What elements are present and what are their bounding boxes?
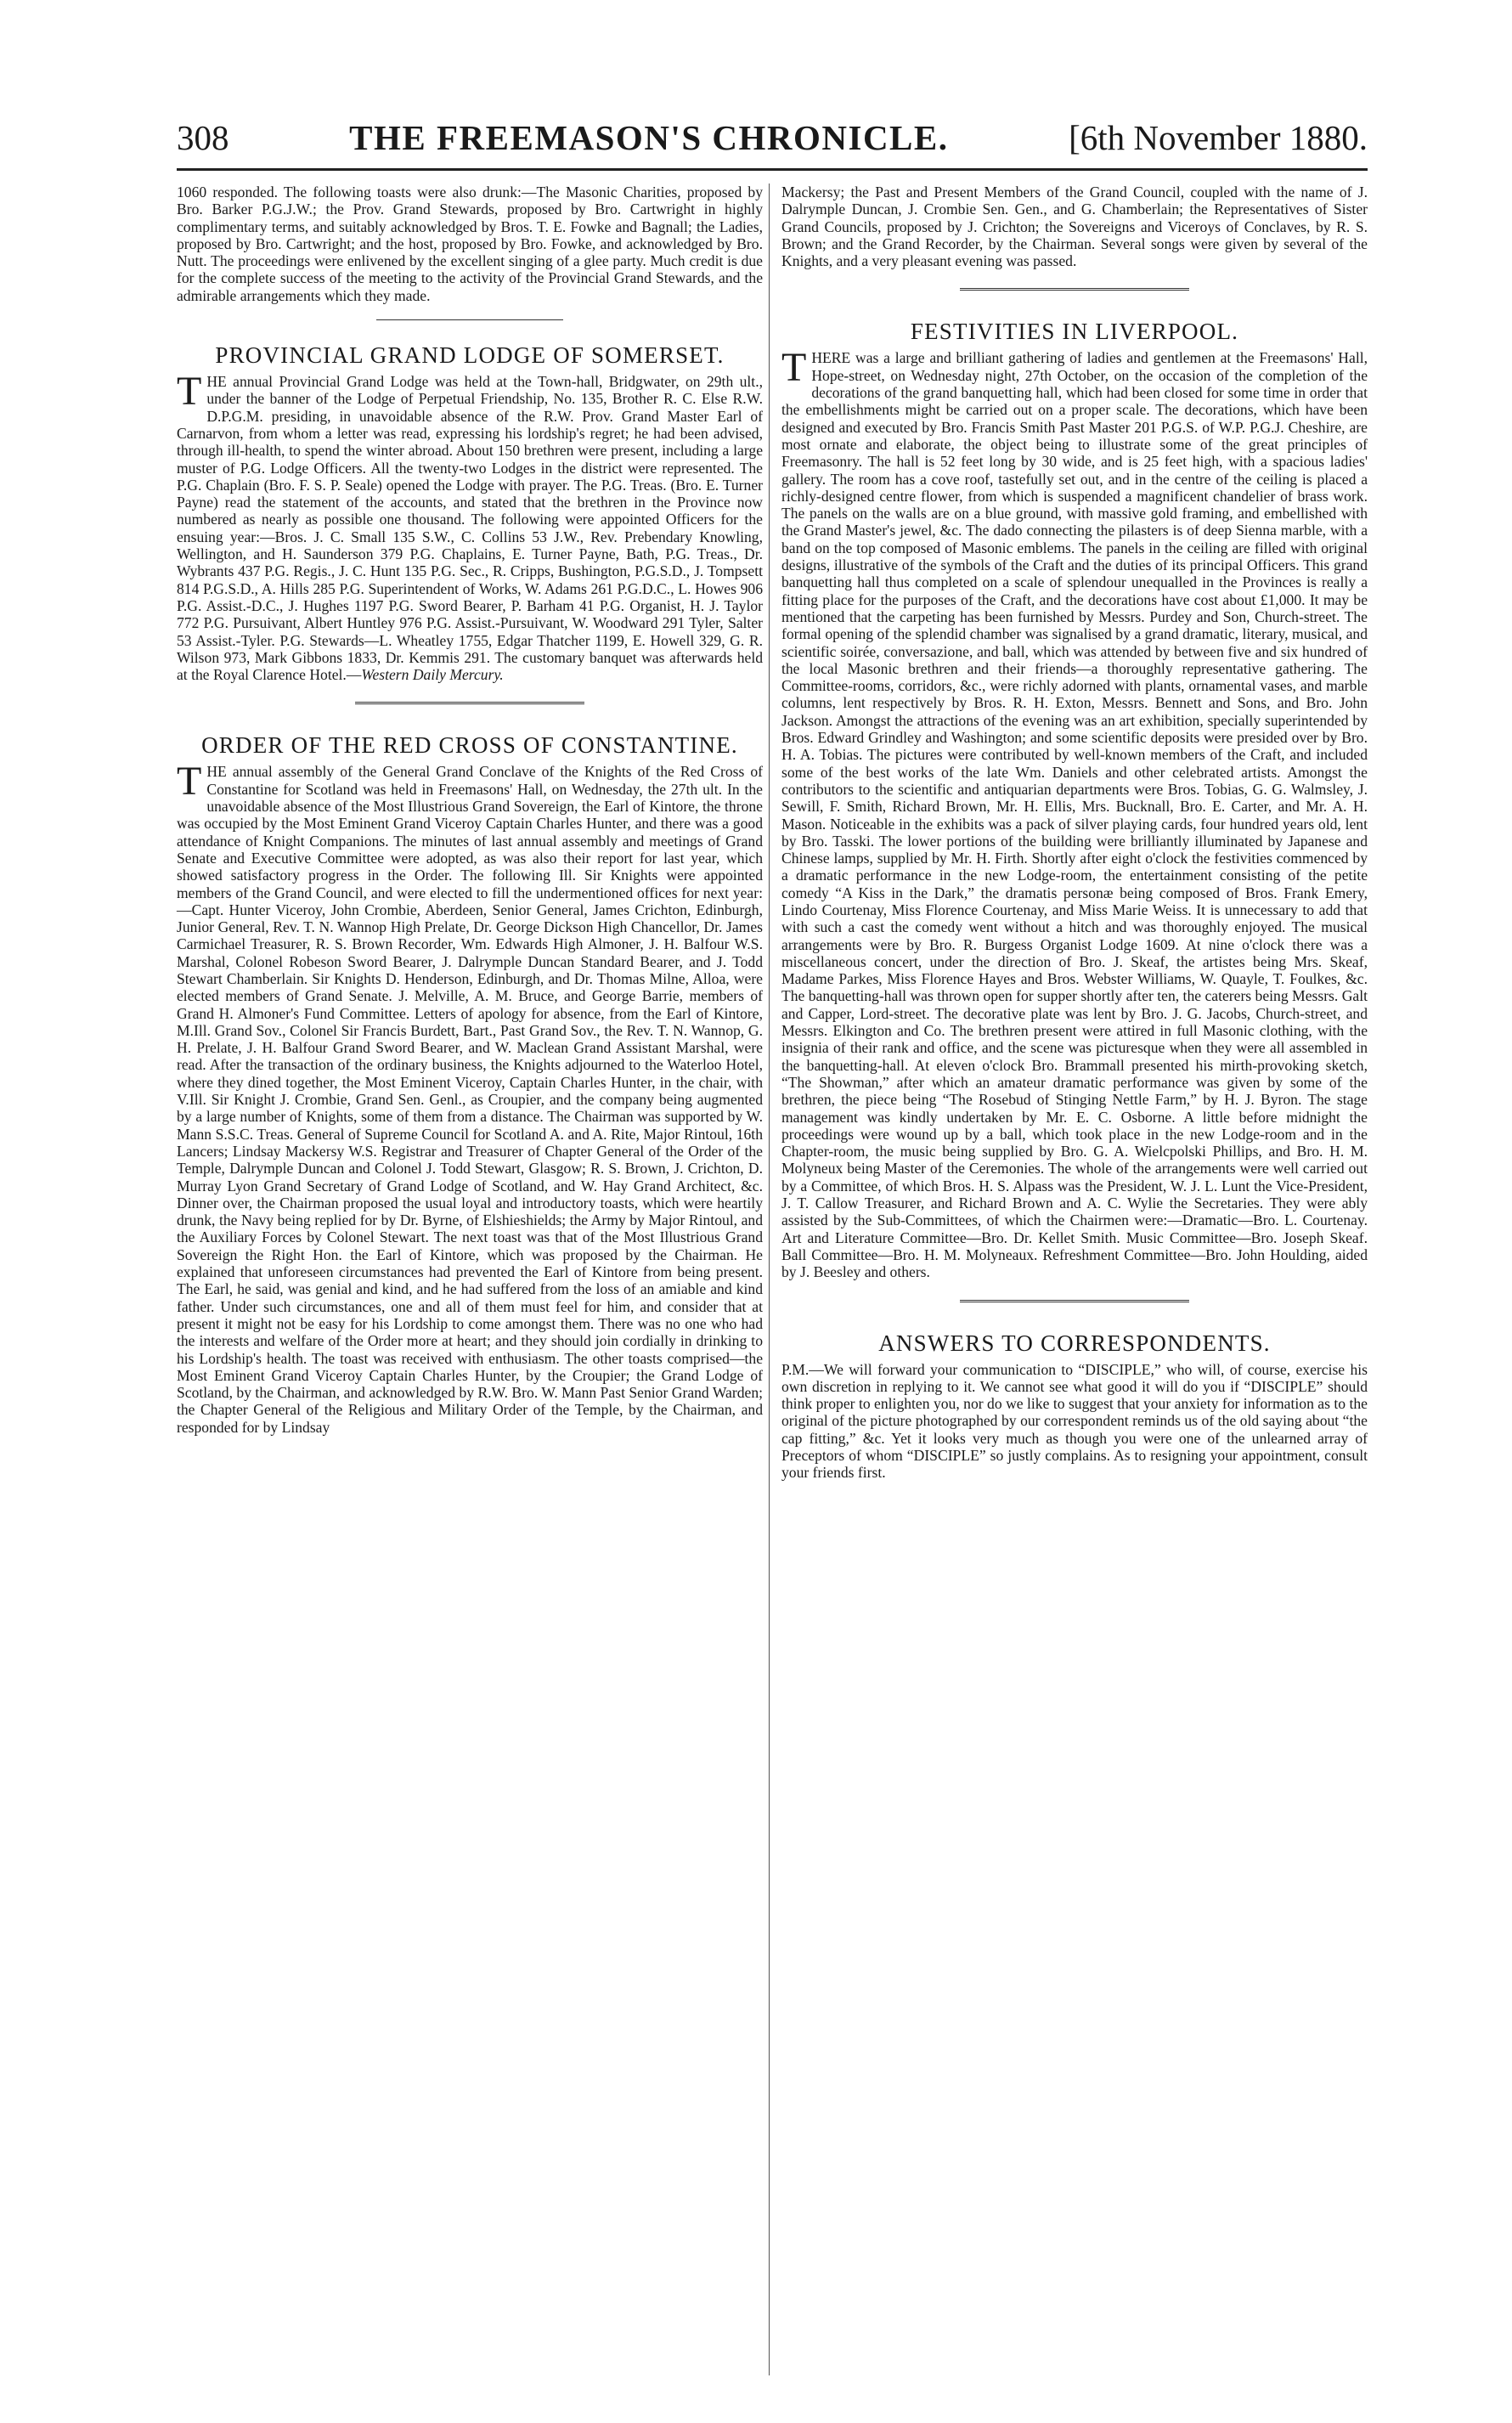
article-somerset xyxy=(177,342,763,683)
column-divider xyxy=(769,184,770,2375)
masthead xyxy=(177,117,1368,158)
article-body xyxy=(781,345,1368,1281)
article-heading: PROVINCIAL GRAND LODGE OF SOMERSET. xyxy=(215,342,725,369)
drop-cap: T xyxy=(781,345,807,391)
drop-cap: T xyxy=(177,369,202,415)
article-heading: FESTIVITIES IN LIVERPOOL. xyxy=(910,319,1239,345)
intro-paragraph: 1060 responded. The following toasts were also drunk:—The Masonic Charities, proposed by Bro. Barker P.G.J.W.; the Prov. Grand Stewards, proposed by Bro. Cartwright in highly complimentary terms, and suitably acknowledged by Bros. T. E. Fowke and Bagnall; the Ladies, proposed by Bro. Cartwright; and the host, proposed by Bro. Fowke, and acknowledged by Bro. Nutt. The proceedings were enlivened by the excellent singing of a glee party. Much credit is due for the complete success of the meeting to the activity of the Provincial Grand Stewards, and the admirable arrangements which they made. xyxy=(177,184,763,304)
section-separator-double xyxy=(960,288,1189,293)
article-text: HERE was a large and brilliant gathering of ladies and gentlemen at the Freemasons' Hall, Hope-street, on Wednesday night, 27th October, on the occasion of the completion of the decorations of the grand banquetting hall, which had been closed for some time in order that the embellishments might be carried out on a proper scale. The decorations, which have been designed and executed by Bro. Francis Smith Past Master 201 P.G.S. of W.P. P.G.J. Cheshire, are most ornate and elaborate, the object being to illustrate some of the great principles of Freemasonry. The hall is 52 feet long by 30 wide, and is 25 feet high, with a spacious ladies' gallery. The room has a cove roof, tastefully set out, and in the centre of the ceiling is placed a richly-designed centre flower, from which is suspended a magnificent chandelier of brass work. The panels on the walls are on a blue ground, with massive gold framing, and embellished with the Grand Master's jewel, &c. The dado connecting the pilasters is of deep Sienna marble, with a band on the top composed of Masonic emblems. The panels in the ceiling are filled with original designs, illustrative of the symbols of the Craft and the duties of its principal Officers. This grand banquetting hall thus completed on a scale of splendour unequalled in the Provinces is really a fitting place for the purposes of the Craft, and the decorations have cost about £1,000. It may be mentioned that the carpeting has been furnished by Messrs. Purdey and Son, Church-street. The formal opening of the splendid chamber was signalised by a grand dramatic, literary, musical, and scientific soirée, conversazione, and ball, which was attended by between five and six hundred of the local Masonic brethren and their friends—a thoroughly representative gathering. The Committee-rooms, corridors, &c., were richly adorned with plants, ornamental vases, and marble columns, lent respectively by Bros. R. H. Exton, Messrs. Bennett and Sons, and Bro. John Jackson. Amongst the attractions of the evening was an art exhibition, specially superintended by Bros. Edward Grindley and Washington; and some scientific deposits were presided over by Bro. H. A. Tobias. The pictures were contributed by well-known members of the Craft, and included some of the best works of the late Wm. Daniels and other celebrated artists. Amongst the contributors to the scientific and antiquarian departments were Bros. Tobias, G. G. Walmsley, J. Sewill, F. Smith, Richard Brown, Mr. H. Ellis, Mrs. Bucknall, Bro. E. Carter, and Mr. A. H. Mason. Noticeable in the exhibits was a pack of silver playing cards, four hundred years old, lent by Bro. Tasski. The lower portions of the building were brilliantly illuminated by Japanese and Chinese lamps, supplied by Mr. H. Firth. Shortly after eight o'clock the festivities commenced by a dramatic performance in the new Lodge-room, the entertainment consisting of the petite comedy “A Kiss in the Dark,” the dramatis personæ being composed of Bros. Frank Emery, Lindo Courtenay, Miss Florence Courtenay, and Miss Marie Weiss. It is unnecessary to add that with such a cast the comedy went without a hitch and was thoroughly enjoyed. The musical arrangements were by Bro. R. Burgess Organist Lodge 1609. At nine o'clock there was a miscellaneous concert, under the direction of Bro. J. Skeaf, the artistes being Mrs. Skeaf, Madame Parkes, Miss Florence Hayes and Bros. Webster Williams, W. Quayle, T. Foulkes, &c. The banquetting-hall was thrown open for supper shortly after ten, the caterers being Messrs. Galt and Capper, Lord-street. The decorative plate was lent by Bro. J. G. Jacobs, Church-street, and Messrs. Elkington and Co. The brethren present were attired in full Masonic clothing, with the insignia of their rank and office, and the scene was picturesque when they were all assembled in the banquetting-hall. At eleven o'clock Bro. Brammall presented his mirth-provoking sketch, “The Showman,” after which an amateur dramatic performance was given by some of the brethren, the piece being “The Rosebud of Stinging Nettle Farm,” by H. J. Byron. The stage management was kindly undertaken by Mr. E. C. Osborne. A little before midnight the proceedings were wound up by a ball, which took place in the new Lodge-room and in the Chapter-room, the music being supplied by Bro. G. A. Wielcpolski Phillips, and Bro. H. M. Molyneux being Master of the Ceremonies. The whole of the arrangements were well carried out by a Committee, of which Bros. H. S. Alpass was the President, W. J. L. Lunt the Vice-President, J. T. Callow Treasurer, and Richard Brown and A. C. Wylie the Secretaries. They were ably assisted by the Sub-Committees, of which the Chairmen were:—Dramatic—Bro. L. Courtenay. Art and Literature Committee—Bro. Dr. Kellet Smith. Music Committee—Bro. Joseph Skeaf. Ball Committee—Bro. H. M. Molyneaux. Refreshment Committee—Bro. John Houlding, aided by J. Beesley and others. xyxy=(781,349,1368,1281)
section-separator xyxy=(376,319,563,320)
source-signature: Western Daily Mercury. xyxy=(361,666,504,684)
page-number: 308 xyxy=(177,118,229,157)
article-heading: ANSWERS TO CORRESPONDENTS. xyxy=(878,1330,1271,1356)
article-liverpool xyxy=(781,319,1368,1280)
drop-cap: T xyxy=(177,759,202,805)
article-red-cross xyxy=(177,732,763,1436)
article-text: HE annual assembly of the General Grand Conclave of the Knights of the Red Cross of Constantine for Scotland was held in Freemasons' Hall, on Wednesday, the 27th ult. In the unavoidable absence of the Most Illustrious Grand Sovereign, the Earl of Kintore, the throne was occupied by the Most Eminent Grand Viceroy Captain Charles Hunter, and there was a good attendance of Knight Companions. The minutes of last annual assembly and meetings of Grand Senate and Executive Committee were adopted, as was also their report for last year, which showed satisfactory progress in the Order. The following Ill. Sir Knights were appointed members of the Grand Council, and were elected to fill the undermentioned offices for next year:—Capt. Hunter Viceroy, John Crombie, Aberdeen, Senior General, James Crichton, Edinburgh, Junior General, Rev. T. N. Wannop High Prelate, Dr. George Dickson High Chancellor, Dr. James Carmichael Treasurer, R. S. Brown Recorder, Wm. Edwards High Almoner, J. H. Balfour W.S. Marshal, Colonel Robeson Sword Bearer, J. Dalrymple Duncan Standard Bearer, and J. Todd Stewart Chamberlain. Sir Knights D. Henderson, Edinburgh, and Dr. Thomas Milne, Alloa, were elected members of Grand Senate. J. Melville, A. M. Bruce, and George Barrie, members of Grand H. Almoner's Fund Committee. Letters of apology for absence, from the Earl of Kintore, M.Ill. Grand Sov., Colonel Sir Francis Burdett, Bart., Past Grand Sov., the Rev. T. N. Wannop, G. H. Prelate, J. H. Balfour Grand Sword Bearer, and W. Maclean Grand Assistant Marshal, were read. After the transaction of the ordinary business, the Knights adjourned to the Waterloo Hotel, where they dined together, the Most Eminent Viceroy, Captain Charles Hunter, in the chair, with V.Ill. Sir Knight J. Crombie, Grand Sen. Genl., as Croupier, and the company being augmented by a large number of Knights, some of them from a distance. The Chairman was supported by W. Mann S.S.C. Treas. General of Supreme Council for Scotland A. and A. Rite, Major Rintoul, 16th Lancers; Lindsay Mackersy W.S. Registrar and Treasurer of Chapter General of the Order of the Temple, Dalrymple Duncan and Colonel J. Todd Stewart, Glasgow; R. S. Brown, J. Crichton, D. Murray Lyon Grand Secretary of Grand Lodge of Scotland, and W. Hay Grand Architect, &c. Dinner over, the Chairman proposed the usual loyal and introductory toasts, which were heartily drunk, the Navy being replied for by Dr. Byrne, of Elshieshields; the Army by Major Rintoul, and the Auxiliary Forces by Colonel Stewart. The next toast was that of the Most Illustrious Grand Sovereign the Right Hon. the Earl of Kintore, which was proposed by the Chairman. He explained that unforeseen circumstances had prevented the Earl of Kintore from being present. The Earl, he said, was genial and kind, and he had suffered from the loss of an amiable and kind father. Under such circumstances, one and all of them must feel for him, and consider that at present it might not be easy for his Lordship to come amongst them. There was no one who had the interests and welfare of the Order more at heart; and they should join cordially in drinking to his Lordship's health. The toast was received with enthusiasm. The other toasts comprised—the Most Eminent Grand Viceroy Captain Charles Hunter, by the Croupier; the Grand Lodge of Scotland, by the Chairman, and acknowledged by R.W. Bro. W. Mann Past Senior Grand Warden; the Chapter General of the Religious and Military Order of the Temple, by the Chairman, and responded for by Lindsay xyxy=(177,763,763,1436)
masthead-rule xyxy=(177,168,1368,171)
article-heading: ORDER OF THE RED CROSS OF CONSTANTINE. xyxy=(201,732,738,759)
right-column xyxy=(781,184,1368,2222)
article-answers xyxy=(781,1330,1368,1482)
article-body xyxy=(177,759,763,1436)
article-text: HE annual Provincial Grand Lodge was held at the Town-hall, Bridgwater, on 29th ult., under the banner of the Lodge of Perpetual Friendship, No. 135, Brother R. C. Else R.W. D.P.G.M. presiding, in unavoidable absence of the R.W. Prov. Grand Master Earl of Carnarvon, from whom a letter was read, expressing his lordship's regret; he had been advised, through ill-health, to spend the winter abroad. About 150 brethren were present, including a large muster of P.G. Lodge Officers. All the twenty-two Lodges in the district were represented. The P.G. Chaplain (Bro. F. S. P. Seale) opened the Lodge with prayer. The P.G. Treas. (Bro. E. Turner Payne) read the statement of the accounts, and stated that the brethren in the Province now numbered as nearly as possible one thousand. The following were appointed Officers for the ensuing year:—Bros. J. C. Small 135 S.W., C. Collins 53 J.W., Rev. Prebendary Knowling, Wellington, and H. Saunderson 379 P.G. Chaplains, E. Turner Payne, Bath, P.G. Treas., Dr. Wybrants 437 P.G. Regis., J. C. Hunt 135 P.G. Sec., R. Cripps, Bushington, P.G.S.D., J. Tompsett 814 P.G.S.D., A. Hills 285 P.G. Superintendent of Works, W. Adams 261 P.G.D.C., L. Howes 906 P.G. Assist.-D.C., J. Hughes 1197 P.G. Sword Bearer, P. Barham 41 P.G. Organist, H. J. Taylor 772 P.G. Pursuivant, Albert Huntley 976 P.G. Assist.-Pursuivant, W. Woodward 291 Tyler, Salter 53 Assist.-Tyler. P.G. Stewards—L. Wheatley 1755, Edgar Thatcher 1199, E. Howell 329, G. R. Wilson 973, Mark Gibbons 1833, Dr. Kemmis 291. The customary banquet was afterwards held at the Royal Clarence Hotel.— xyxy=(177,373,763,684)
issue-date: [6th November 1880. xyxy=(1069,118,1368,157)
section-separator-double xyxy=(355,702,584,707)
left-column xyxy=(177,184,763,2384)
article-text: P.M.—We will forward your communication to “DISCIPLE,” who will, of course, exercise his own discretion in replying to it. We cannot see what good it will do you if “DISCIPLE” should think proper to enlighten you, nor do we like to suggest that your anxiety for information as to the original of the picture photographed by our correspondent reminds us of the old saying about “the cap fitting,” &c. Yet it looks very much as though you were one of the unlearned array of Preceptors of whom “DISCIPLE” so justly complains. As to resigning your appointment, consult your friends first. xyxy=(781,1360,1368,1482)
article-body xyxy=(177,369,763,684)
continued-paragraph: Mackersy; the Past and Present Members of the Grand Council, coupled with the name of J. Dalrymple Duncan, J. Crombie Sen. Gen., and G. Chamberlain; the Representatives of Sister Grand Councils, proposed by J. Crichton; the Sovereigns and Viceroys of Conclaves, by R. S. Brown; and the Grand Recorder, by the Chairman. Several songs were given by several of the Knights, and a very pleasant evening was passed. xyxy=(781,184,1368,270)
publication-title: THE FREEMASON'S CHRONICLE. xyxy=(349,118,949,157)
section-separator-double xyxy=(960,1300,1189,1305)
